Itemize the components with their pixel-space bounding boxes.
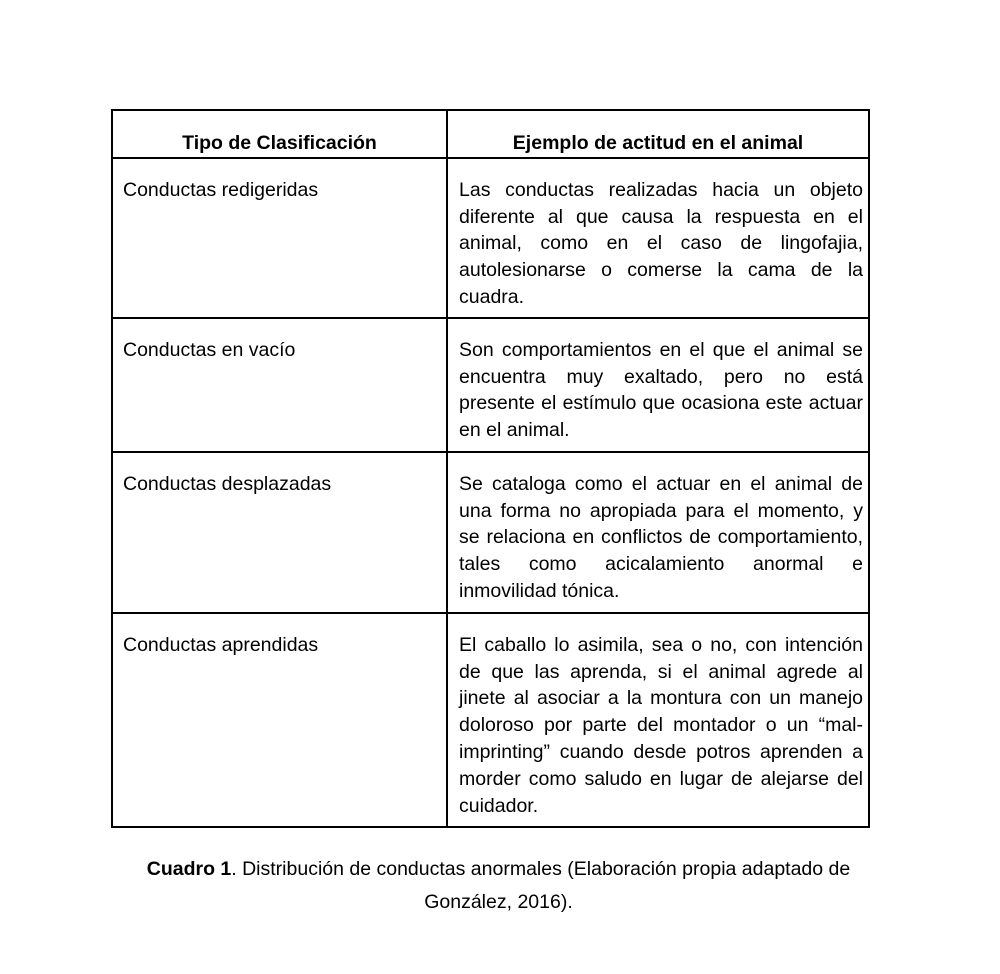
header-animal-attitude-example: Ejemplo de actitud en el animal (447, 110, 869, 158)
caption-label: Cuadro 1 (146, 857, 232, 880)
header-classification-type: Tipo de Clasificación (112, 110, 447, 158)
classification-type-cell: Conductas aprendidas (112, 613, 447, 827)
table-row (112, 318, 869, 452)
example-cell: Las conductas realizadas hacia un objeto diferente al que causa la respuesta en el animal, como en el caso de lingofajia, autolesionarse o comerse la cama de la cuadra. (447, 158, 869, 318)
table-caption (111, 853, 886, 919)
table-row (112, 613, 869, 827)
classification-type-cell: Conductas desplazadas (112, 452, 447, 613)
classification-table (111, 109, 870, 828)
table-header-row (112, 110, 869, 158)
example-cell: El caballo lo asimila, sea o no, con intención de que las aprenda, si el animal agrede al jinete al asociar a la montura con un manejo doloroso por parte del montador o un “mal-imprinting” cuando desde potros aprenden a morder como saludo en lugar de alejarse del cuidador. (447, 613, 869, 827)
caption-text: . Distribución de conductas anormales (Elaboración propia adaptado de González, 2016). (231, 857, 851, 913)
table-row (112, 452, 869, 613)
example-cell: Son comportamientos en el que el animal se encuentra muy exaltado, pero no está presente el estímulo que ocasiona este actuar en el animal. (447, 318, 869, 452)
classification-type-cell: Conductas redigeridas (112, 158, 447, 318)
table-row (112, 158, 869, 318)
classification-type-cell: Conductas en vacío (112, 318, 447, 452)
example-cell: Se cataloga como el actuar en el animal de una forma no apropiada para el momento, y se relaciona en conflictos de comportamiento, tales como acicalamiento anormal e inmovilidad tónica. (447, 452, 869, 613)
